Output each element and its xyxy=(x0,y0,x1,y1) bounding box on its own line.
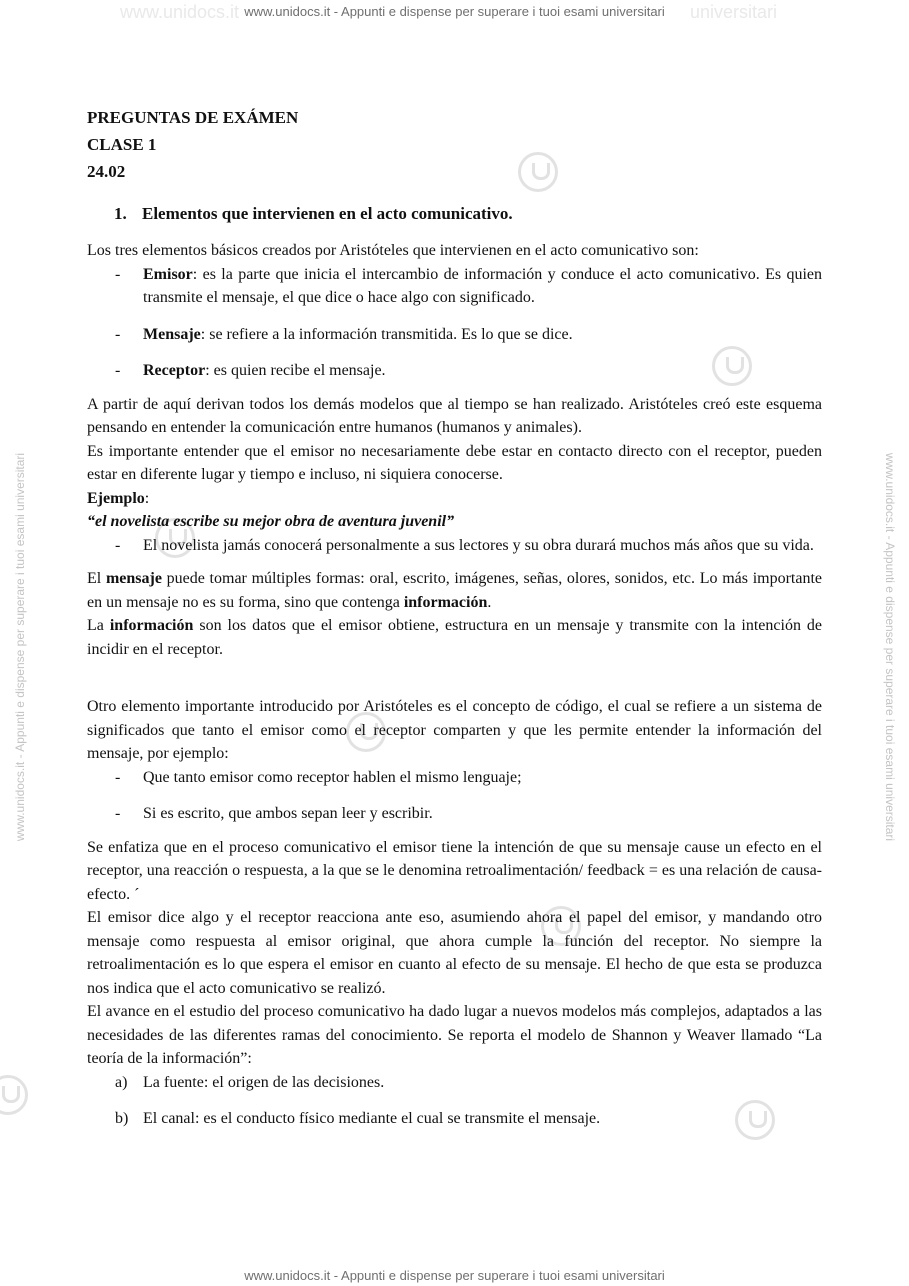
doc-title: PREGUNTAS DE EXÁMEN xyxy=(87,108,299,127)
intro-paragraph: Los tres elementos básicos creados por Aristóteles que intervienen en el acto comunicativo son: xyxy=(87,242,699,259)
watermark-ghost-right: universitari xyxy=(690,2,778,22)
list-marker: b) xyxy=(115,1110,129,1127)
watermark-ghost-left: www.unidocs.it xyxy=(120,2,240,22)
document-page xyxy=(87,104,822,1131)
shannon-item-text: La fuente: el origen de las decisiones. xyxy=(143,1073,385,1091)
codigo-item-text: Que tanto emisor como receptor hablen el mismo lenguaje; xyxy=(143,768,522,786)
term-definition: : se refiere a la información transmitida. Es lo que se dice. xyxy=(200,325,573,343)
watermark-side-right: www.unidocs.it - Appunti e dispense per superare i tuoi esami universitari xyxy=(883,452,897,842)
watermark-side-left: www.unidocs.it - Appunti e dispense per superare i tuoi esami universitari xyxy=(13,452,27,842)
term-definition: : es la parte que inicia el intercambio de información y conduce el acto comunicativo. Es quien transmite el mensaje, el que dice o hace algo con significado. xyxy=(143,265,822,306)
paragraph-modelos: A partir de aquí derivan todos los demás modelos que al tiempo se han realizado. Aristóteles creó este esquema pensando en entender la comunicación entre humanos (humanos y animales). xyxy=(87,395,822,436)
doc-date: 24.02 xyxy=(87,162,126,181)
paragraph-contacto: Es importante entender que el emisor no necesariamente debe estar en contacto directo con el receptor, pueden estar en diferente lugar y tiempo e incluso, ni siquiera conocerse. xyxy=(87,442,822,483)
list-item xyxy=(87,766,822,790)
paragraph-informacion: La información son los datos que el emisor obtiene, estructura en un mensaje y transmite con la intención de incidir en el receptor. xyxy=(87,617,823,658)
dash-marker: - xyxy=(115,536,121,554)
dash-marker: - xyxy=(115,768,121,786)
paragraph-feedback: Se enfatiza que en el proceso comunicativo el emisor tiene la intención de que su mensaje cause un efecto en el receptor, una reacción o respuesta, a la que se le denomina retroalimentación/ feedback = es una relación de causa-efecto. ´ xyxy=(87,838,822,903)
doc-class: CLASE 1 xyxy=(87,135,157,154)
example-item-text: El novelista jamás conocerá personalmente a sus lectores y su obra durará muchos más años que su vida. xyxy=(143,536,814,554)
shannon-list xyxy=(87,1071,822,1131)
section-heading xyxy=(114,201,822,227)
paragraph-mensaje: El mensaje puede tomar múltiples formas: oral, escrito, imágenes, señas, olores, sonidos, etc. Lo más importante en un mensaje no es su forma, sino que contenga información. xyxy=(87,570,823,611)
list-marker: a) xyxy=(115,1073,128,1091)
paragraph-emisor: El emisor dice algo y el receptor reacciona ante eso, asumiendo ahora el papel del emisor, y mandando otro mensaje como respuesta al emisor original, que ahora cumple la función del receptor. No siempre la retroalimentación es lo que espera el emisor en cuanto al efecto de su mensaje. El hecho de que esta se produzca nos indica que el acto comunicativo se realizó. xyxy=(87,909,822,997)
shannon-item-text: El canal: es el conducto físico mediante el cual se transmite el mensaje. xyxy=(143,1110,601,1127)
section-number: 1. xyxy=(114,204,127,223)
term-receptor: Receptor xyxy=(143,362,206,379)
dash-marker: - xyxy=(115,265,121,283)
list-item xyxy=(87,534,822,558)
term-emisor: Emisor xyxy=(143,265,193,283)
elements-list xyxy=(87,263,822,383)
list-item xyxy=(87,1107,822,1131)
list-item xyxy=(87,1071,822,1095)
term-mensaje: Mensaje xyxy=(143,325,201,343)
list-item xyxy=(87,323,822,347)
example-quote: “el novelista escribe su mejor obra de aventura juvenil” xyxy=(87,513,455,530)
codigo-list xyxy=(87,766,822,826)
dash-marker: - xyxy=(115,362,121,379)
example-list xyxy=(87,534,822,558)
term-definition: : es quien recibe el mensaje. xyxy=(205,362,386,379)
codigo-item-text: Si es escrito, que ambos sepan leer y escribir. xyxy=(143,805,433,822)
list-item xyxy=(87,263,822,310)
unidocs-logo-icon xyxy=(0,1075,28,1115)
watermark-footer[interactable]: www.unidocs.it - Appunti e dispense per superare i tuoi esami universitari xyxy=(244,1268,665,1283)
dash-marker: - xyxy=(115,325,121,343)
list-item xyxy=(87,802,822,826)
section-title: Elementos que intervienen en el acto comunicativo. xyxy=(142,204,513,223)
list-item xyxy=(87,359,822,383)
paragraph-codigo: Otro elemento importante introducido por Aristóteles es el concepto de código, el cual se refiere a un sistema de significados que tanto el emisor como el receptor comparten y que les permite entender la información del mensaje, por ejemplo: xyxy=(87,698,822,762)
dash-marker: - xyxy=(115,805,121,822)
paragraph-avance: El avance en el estudio del proceso comunicativo ha dado lugar a nuevos modelos más complejos, adaptados a las necesidades de las diferentes ramas del conocimiento. Se reporta el modelo de Shannon y Weaver llamado “La teoría de la información”: xyxy=(87,1003,822,1067)
example-label: Ejemplo: xyxy=(87,489,150,507)
watermark-header[interactable]: www.unidocs.it - Appunti e dispense per superare i tuoi esami universitari xyxy=(244,4,665,19)
